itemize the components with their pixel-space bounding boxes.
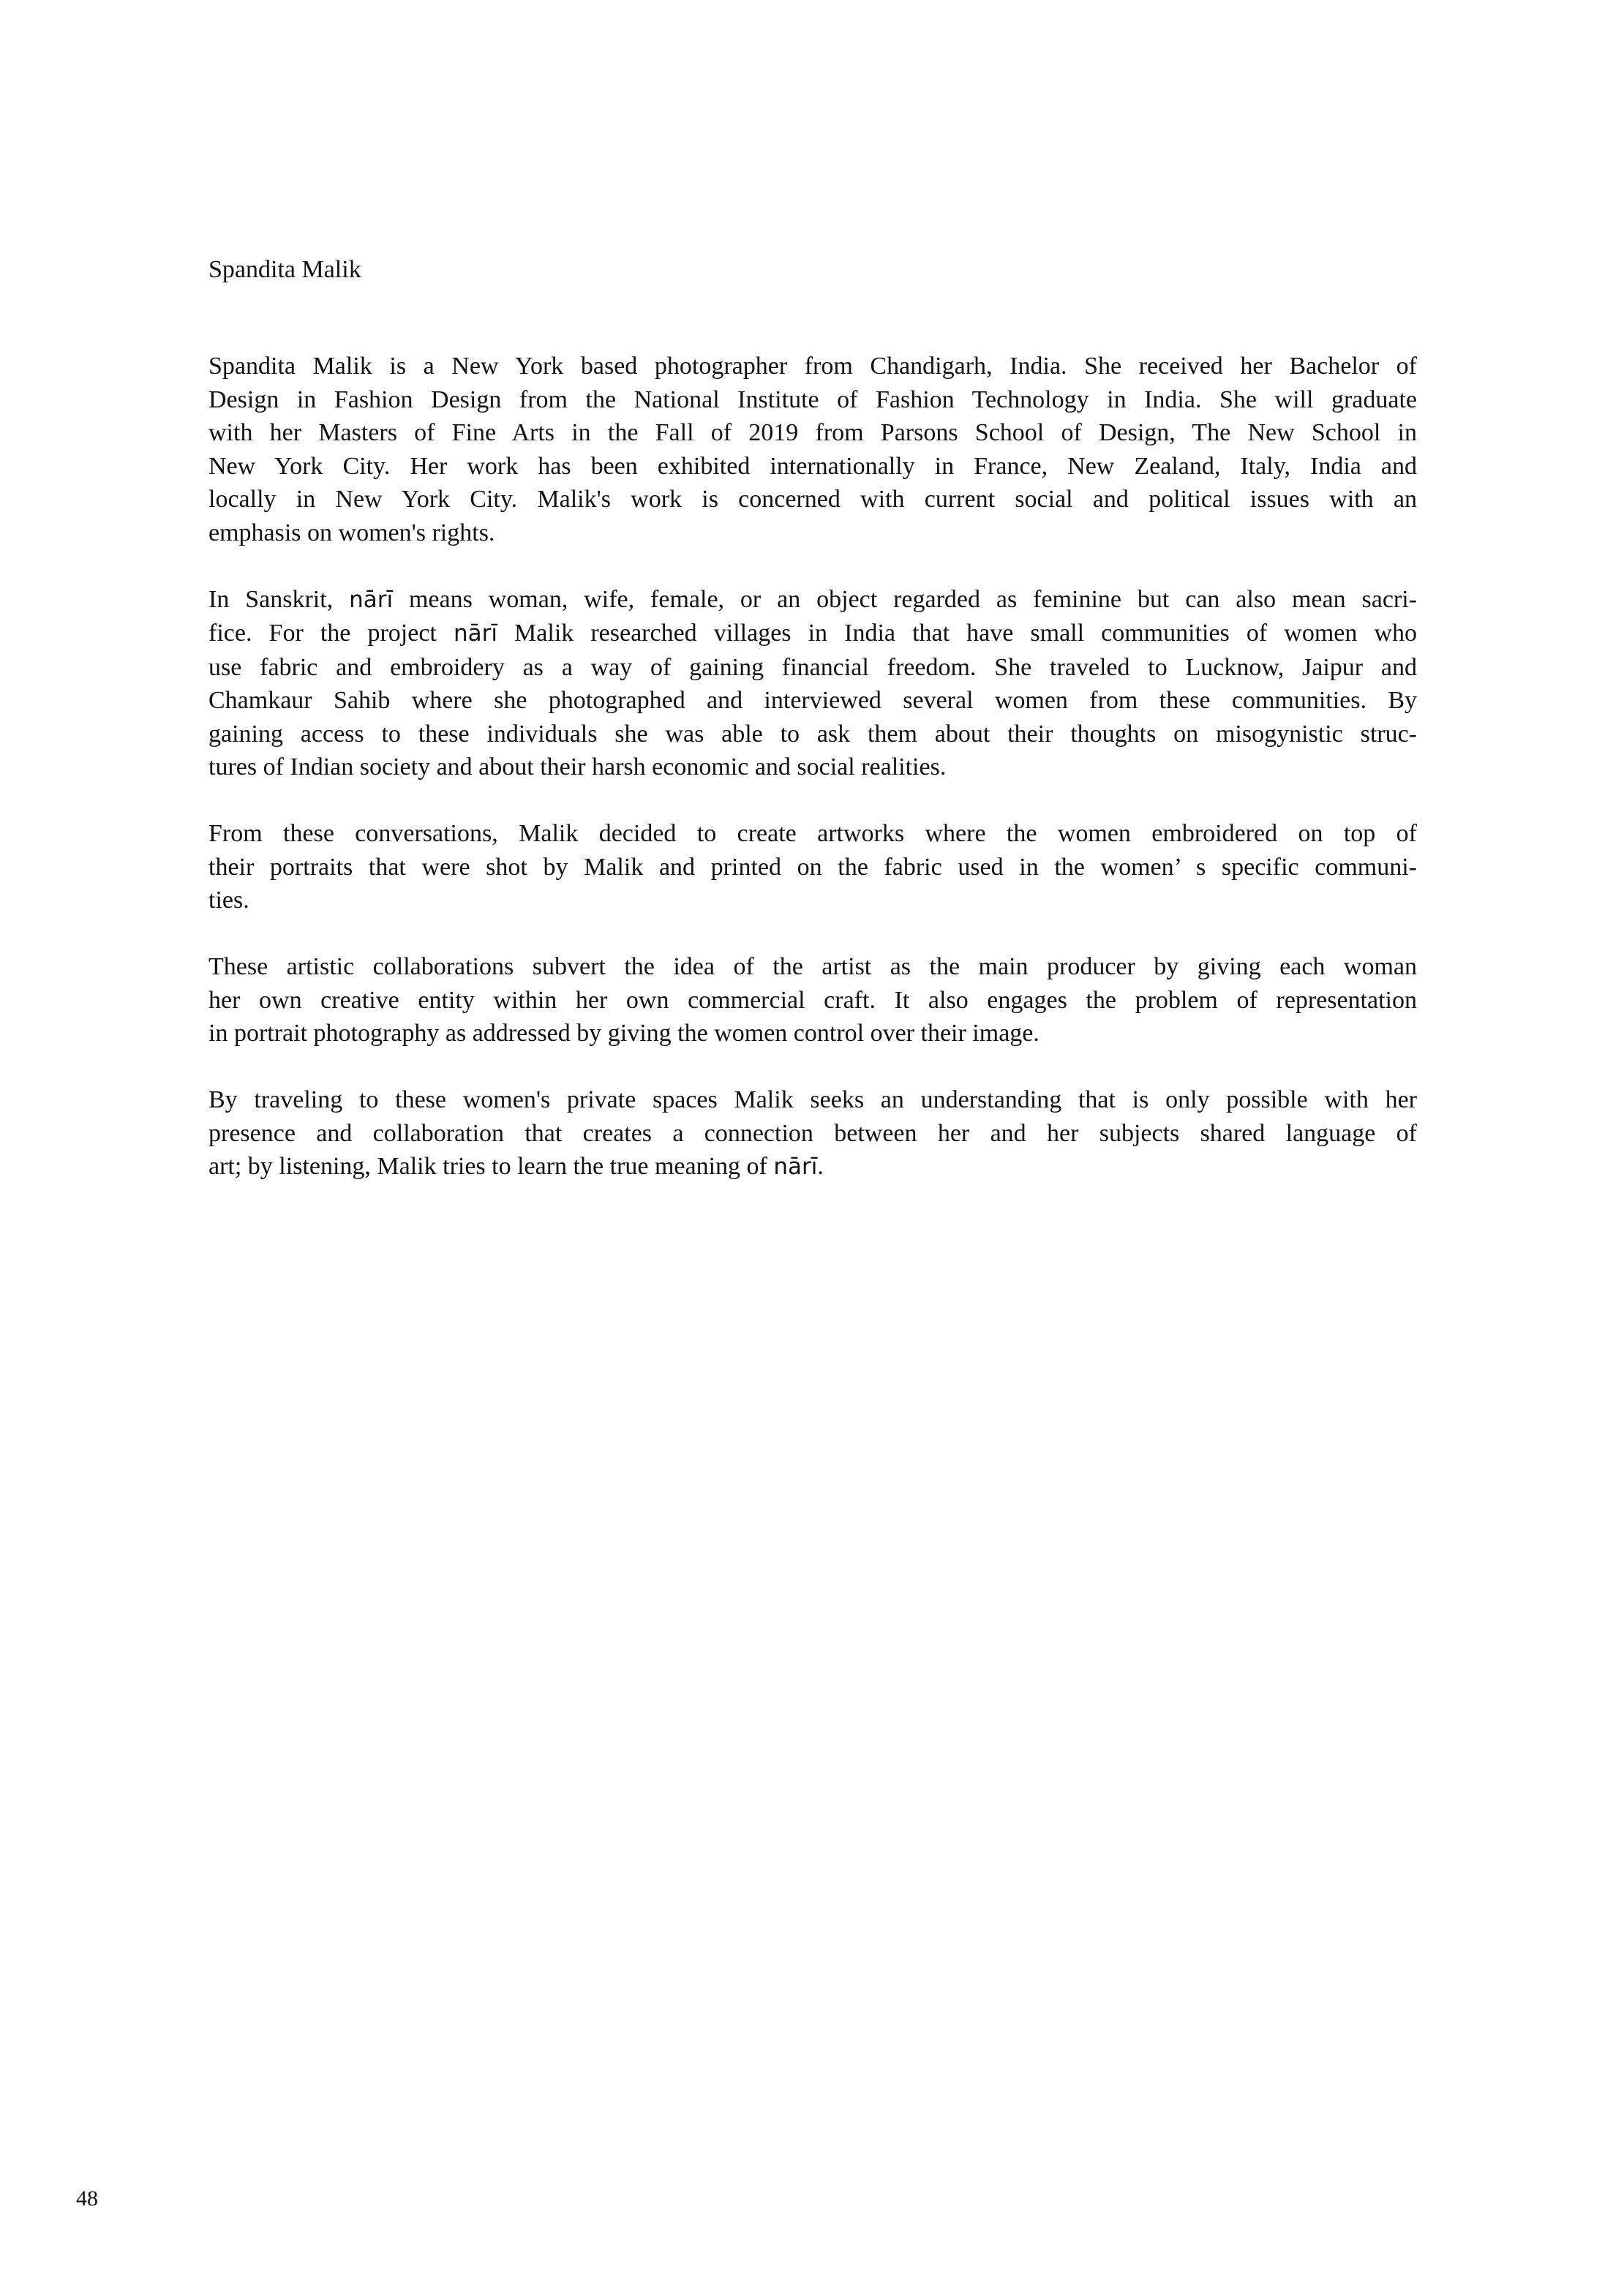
text-line: By traveling to these women's private spaces Malik seeks an understanding that is only possible with her (208, 1086, 1417, 1113)
text-line: in portrait photography as addressed by giving the women control over their image. (208, 1020, 1040, 1047)
paragraph-5 (208, 1083, 1417, 1184)
text-line: From these conversations, Malik decided to create artworks where the women embroidered on top of (208, 820, 1417, 847)
text-line: In Sanskrit, nārī means woman, wife, female, or an object regarded as feminine but can also mean sacri- (208, 585, 1417, 613)
text-line: with her Masters of Fine Arts in the Fall of 2019 from Parsons School of Design, The New School in (208, 419, 1417, 446)
sanskrit-term-nari: nārī (773, 1154, 818, 1180)
text-line: Design in Fashion Design from the National Institute of Fashion Technology in India. She will graduate (208, 385, 1417, 413)
text-line: These artistic collaborations subvert the idea of the artist as the main producer by giving each woman (208, 953, 1417, 980)
text-line: locally in New York City. Malik's work is concerned with current social and political issues with an (208, 486, 1417, 513)
text-line: Chamkaur Sahib where she photographed and interviewed several women from these communities. By (208, 687, 1417, 714)
sanskrit-term-nari: nārī (453, 620, 497, 647)
sanskrit-term-nari: nārī (349, 586, 394, 613)
page-title: Spandita Malik (208, 256, 361, 283)
text-line: New York City. Her work has been exhibited internationally in France, New Zealand, Italy, India and (208, 452, 1417, 480)
paragraph-4 (208, 950, 1417, 1050)
text-line: emphasis on women's rights. (208, 519, 495, 546)
text-line: their portraits that were shot by Malik and printed on the fabric used in the women’ s specific communi- (208, 853, 1417, 881)
page-number: 48 (76, 2186, 98, 2211)
text-line: Spandita Malik is a New York based photographer from Chandigarh, India. She received her Bachelor of (208, 353, 1417, 380)
text-line: use fabric and embroidery as a way of gaining financial freedom. She traveled to Lucknow, Jaipur and (208, 653, 1417, 681)
paragraph-3 (208, 817, 1417, 917)
text-line: art; by listening, Malik tries to learn the true meaning of nārī. (208, 1153, 824, 1180)
text-line: presence and collaboration that creates a connection between her and her subjects shared language of (208, 1119, 1417, 1147)
paragraph-2 (208, 583, 1417, 784)
body-text (208, 350, 1417, 1217)
text-line: gaining access to these individuals she was able to ask them about their thoughts on misogynistic struc- (208, 720, 1417, 748)
text-line: her own creative entity within her own commercial craft. It also engages the problem of representation (208, 986, 1417, 1014)
text-line: ties. (208, 887, 249, 914)
paragraph-1 (208, 350, 1417, 549)
text-line: tures of Indian society and about their harsh economic and social realities. (208, 753, 947, 780)
text-line: fice. For the project nārī Malik researched villages in India that have small communities of women who (208, 620, 1417, 647)
